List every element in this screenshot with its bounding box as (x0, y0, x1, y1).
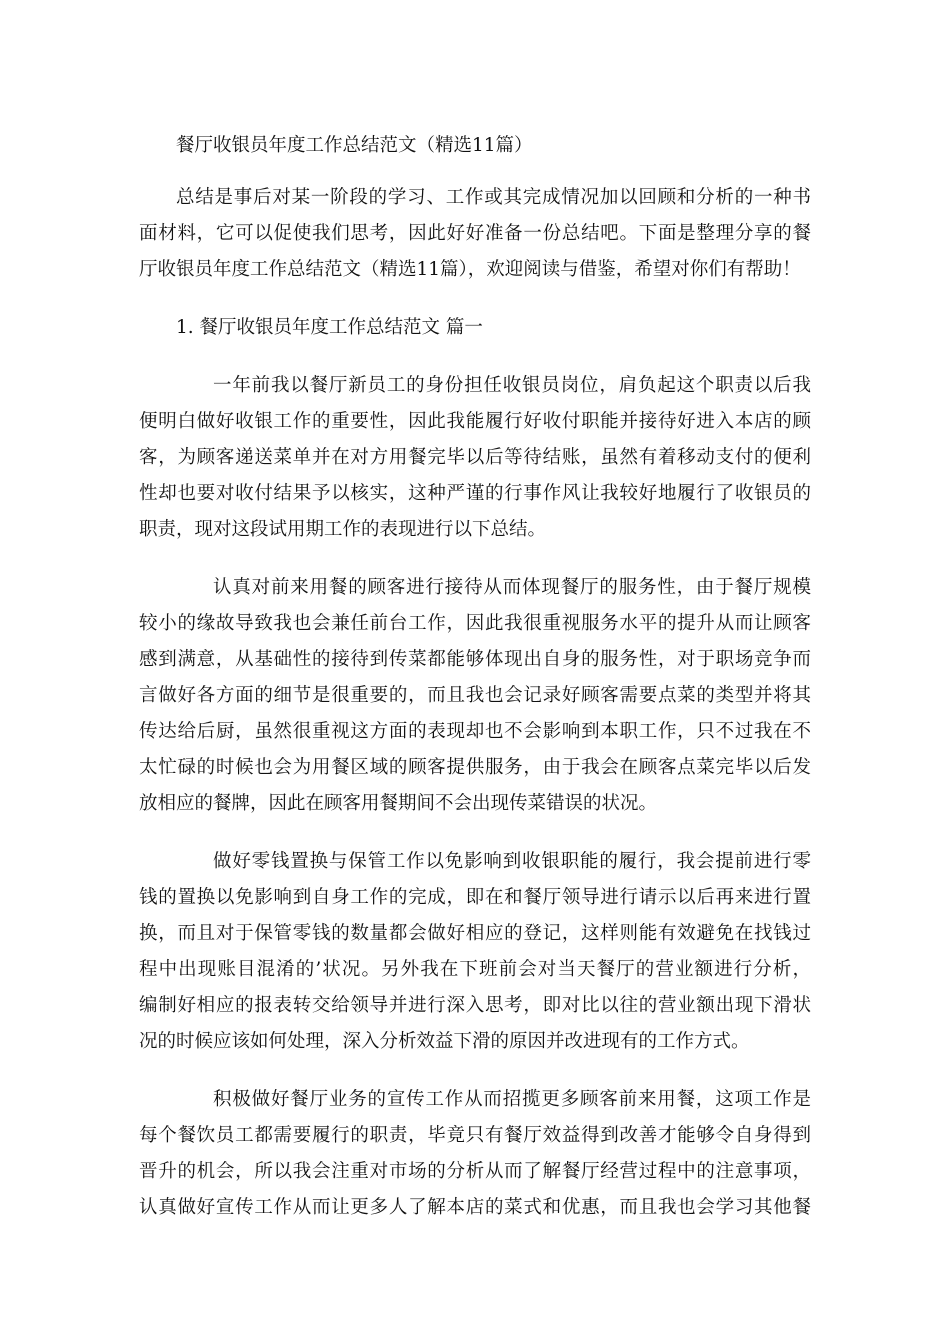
intro-line: 厅收银员年度工作总结范文（精选11篇），欢迎阅读与借鉴，希望对你们有帮助！ (139, 259, 801, 280)
paragraph-line: 换，而且对于保管零钱的数量都会做好相应的登记，这样则能有效避免在找钱过 (139, 923, 811, 944)
document-body (139, 128, 811, 1226)
paragraph-line: 较小的缘故导致我也会兼任前台工作，因此我很重视服务水平的提升从而让顾客 (139, 613, 811, 634)
body-paragraph-4 (139, 1082, 811, 1226)
paragraph-line: 一年前我以餐厅新员工的身份担任收银员岗位，肩负起这个职责以后我 (213, 375, 811, 396)
body-paragraph-2 (139, 570, 811, 822)
paragraph-line: 况的时候应该如何处理，深入分析效益下滑的原因并改进现有的工作方式。 (139, 1031, 750, 1052)
paragraph-line: 做好零钱置换与保管工作以免影响到收银职能的履行，我会提前进行零 (213, 851, 811, 872)
paragraph-line: 便明白做好收银工作的重要性，因此我能履行好收付职能并接待好进入本店的顾 (139, 411, 811, 432)
paragraph-line: 每个餐饮员工都需要履行的职责，毕竟只有餐厅效益得到改善才能够令自身得到 (139, 1125, 811, 1146)
paragraph-line: 职责，现对这段试用期工作的表现进行以下总结。 (139, 519, 547, 540)
paragraph-line: 太忙碌的时候也会为用餐区域的顾客提供服务，由于我会在顾客点菜完毕以后发 (139, 757, 811, 778)
paragraph-line: 积极做好餐厅业务的宣传工作从而招揽更多顾客前来用餐，这项工作是 (213, 1089, 811, 1110)
spacer (139, 164, 811, 180)
paragraph-line: 认真对前来用餐的顾客进行接待从而体现餐厅的服务性，由于餐厅规模 (213, 577, 811, 598)
paragraph-line: 认真做好宣传工作从而让更多人了解本店的菜式和优惠，而且我也会学习其他餐 (139, 1197, 811, 1218)
document-title: 餐厅收银员年度工作总结范文（精选11篇） (176, 135, 533, 156)
paragraph-line: 性却也要对收付结果予以核实，这种严谨的行事作风让我较好地履行了收银员的 (139, 483, 811, 504)
spacer (139, 548, 811, 570)
spacer (139, 346, 811, 368)
paragraph-line: 程中出现账目混淆的’状况。另外我在下班前会对当天餐厅的营业额进行分析， (139, 959, 811, 980)
paragraph-line: 放相应的餐牌，因此在顾客用餐期间不会出现传菜错误的状况。 (139, 793, 658, 814)
paragraph-line: 客，为顾客递送菜单并在对方用餐完毕以后等待结账，虽然有着移动支付的便利 (139, 447, 811, 468)
paragraph-line: 钱的置换以免影响到自身工作的完成，即在和餐厅领导进行请示以后再来进行置 (139, 887, 811, 908)
spacer (139, 1060, 811, 1082)
spacer (139, 288, 811, 310)
paragraph-line: 晋升的机会，所以我会注重对市场的分析从而了解餐厅经营过程中的注意事项， (139, 1161, 811, 1182)
section-heading: 1. 餐厅收银员年度工作总结范文 篇一 (176, 317, 483, 338)
paragraph-line: 感到满意，从基础性的接待到传菜都能够体现出自身的服务性，对于职场竞争而 (139, 649, 811, 670)
intro-paragraph (139, 180, 811, 288)
intro-line: 总结是事后对某一阶段的学习、工作或其完成情况加以回顾和分析的一种书 (176, 187, 811, 208)
paragraph-line: 传达给后厨，虽然很重视这方面的表现却也不会影响到本职工作，只不过我在不 (139, 721, 811, 742)
body-paragraph-1 (139, 368, 811, 548)
intro-line: 面材料，它可以促使我们思考，因此好好准备一份总结吧。下面是整理分享的餐 (139, 223, 811, 244)
body-paragraph-3 (139, 844, 811, 1060)
paragraph-line: 编制好相应的报表转交给领导并进行深入思考，即对比以往的营业额出现下滑状 (139, 995, 811, 1016)
paragraph-line: 言做好各方面的细节是很重要的，而且我也会记录好顾客需要点菜的类型并将其 (139, 685, 811, 706)
spacer (139, 822, 811, 844)
